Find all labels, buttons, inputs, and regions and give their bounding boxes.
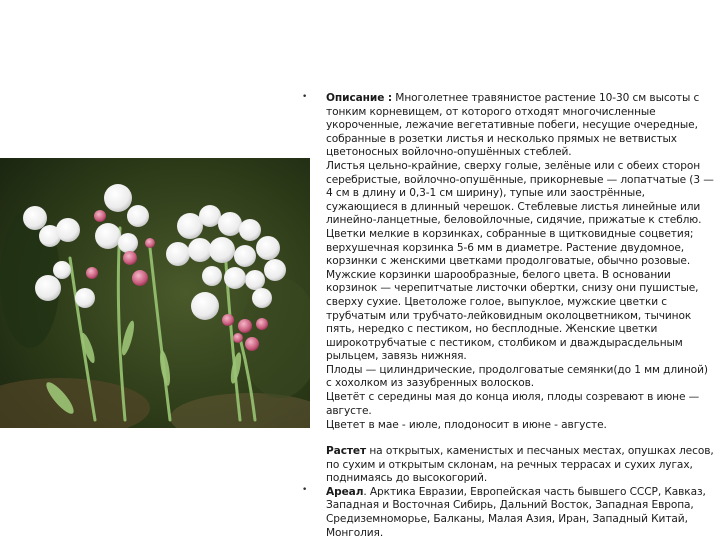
antennaria-flowers-image <box>0 158 310 428</box>
habitat-range-block <box>326 445 714 540</box>
plant-photo <box>0 158 310 428</box>
description-paragraph <box>326 92 714 160</box>
habitat-label: Растет <box>326 445 367 457</box>
description-block <box>326 92 714 418</box>
flowering-period-paragraph: Цветёт с середины мая до конца июля, плоды созревают в июне — августе. <box>326 391 700 417</box>
flowers-paragraph: Цветки мелкие в корзинках, собранные в щитковидные соцветия; верхушечная корзинка 5-6 мм в диаметре. Растение двудомное, корзинки с женскими цветками продолговатые, обычно розовые. Мужские корзинки шарообразные, белого цвета. В основании корзинок — черепитчатые листочки обертки, снизу они пушистые, сверху сухие. Цветоложе голое, выпуклое, мужские цветки с трубчатым или трубчато-лейковидным околоцветником, тычинок пять, нередко с пестиком, но бесплодные. Женские цветки широкотрубчатые с пестиком, столбиком и дваждырасдельным рыльцем, завязь нижняя. <box>326 227 699 363</box>
range-label: Ареал <box>326 485 364 498</box>
bullet-marker: • <box>302 485 308 495</box>
bullet-marker: • <box>302 92 308 102</box>
range-text: . Арктика Евразии, Европейская часть бывшего СССР, Кавказ, Западная и Восточная Сибирь, Дальний Восток, Западная Европа, Средиземноморье, Балканы, Малая Азия, Иран, Западный Китай, Монголия. <box>326 485 706 539</box>
flowering-text: Цветет в мае - июле, плодоносит в июне - августе. <box>326 419 607 431</box>
range-paragraph <box>326 486 714 540</box>
habitat-paragraph <box>326 445 714 486</box>
description-text: Многолетнее травянистое растение 10-30 см высоты с тонким корневищем, от которого отходят многочисленные укороченные, лежачие вегетативные побеги, несущие очередные, собранные в розетки листья и несколько прямых не ветвистых цветоносных войлочно-опушённых стеблей. <box>326 92 700 159</box>
flowering-block <box>326 419 714 433</box>
leaves-paragraph: Листья цельно-крайние, сверху голые, зелёные или с обеих сторон серебристые, войлочно-опушённые, прикорневые — лопатчатые (3 —4 см в длину и 0,3-1 см ширину), тупые или заострённые, сужающиеся в длинный черешок. Стеблевые листья линейные или линейно-ланцетные, беловойлочные, сидячие, прижатые к стеблю. <box>326 159 714 227</box>
fruits-paragraph: Плоды — цилиндрические, продолговатые семянки(до 1 мм длиной) с хохолком из зазубренных волосков. <box>326 363 708 390</box>
description-label: Описание : <box>326 92 393 104</box>
habitat-text: на открытых, каменистых и песчаных местах, опушках лесов, по сухим и открытым склонам, на речных террасах и сухих лугах, поднимаясь до высокогорий. <box>326 445 714 485</box>
